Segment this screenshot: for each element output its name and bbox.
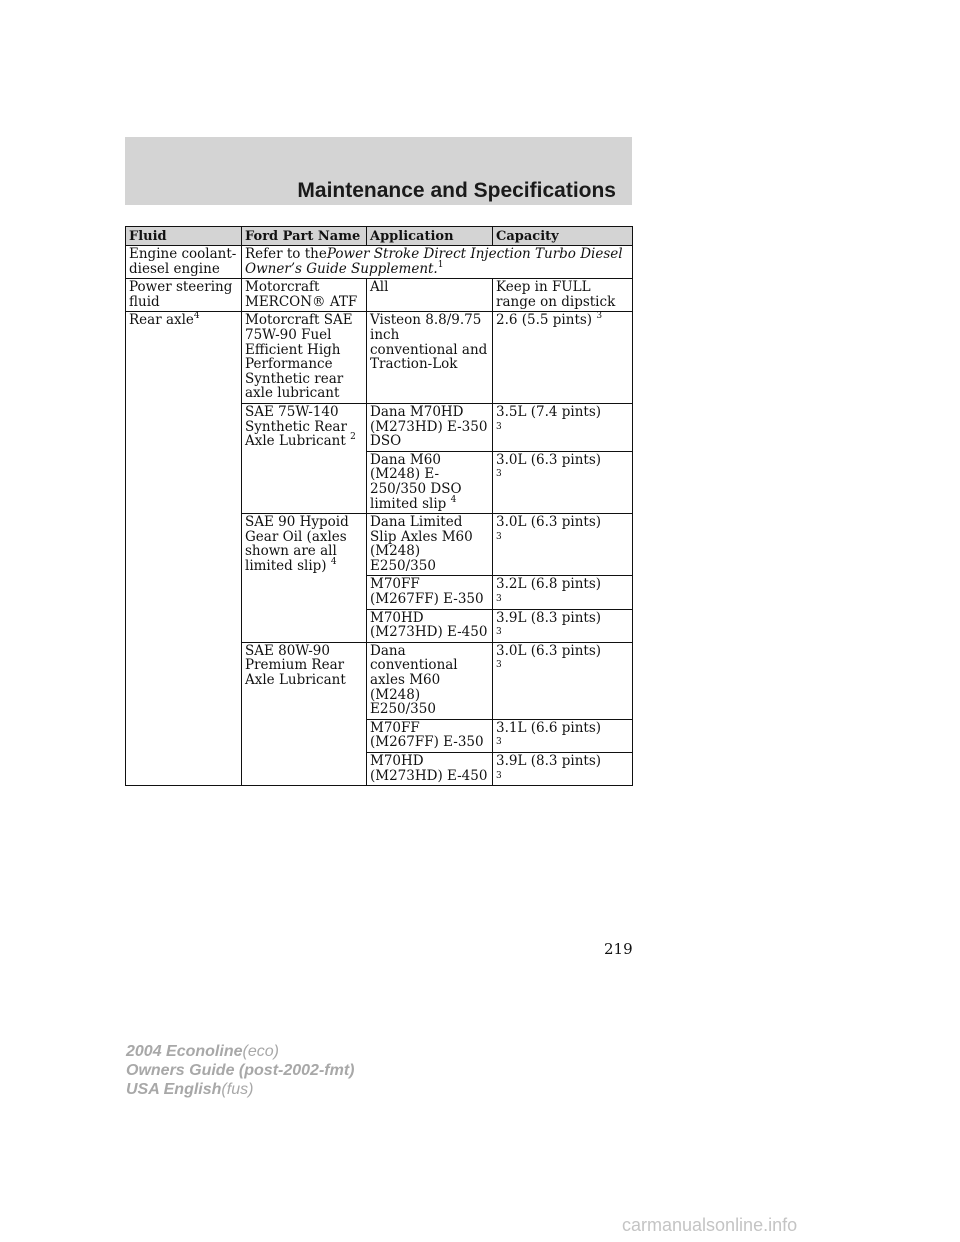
application-cell: M70FF (M267FF) E-350 <box>367 719 493 752</box>
footer-language-code: (fus) <box>221 1081 254 1098</box>
document-footer <box>126 1042 354 1099</box>
application-cell: Dana M60 (M248) E-250/350 DSO limited slip $^4$ <box>367 451 493 513</box>
footer-guide: Owners Guide (post-2002-fmt) <box>126 1062 355 1079</box>
footer-language: USA English <box>126 1081 222 1098</box>
capacity-cell: 3.0L (6.3 pints) 3 <box>493 514 633 576</box>
footnote-marker: 1 <box>437 259 444 270</box>
part-cell: SAE 75W-140 Synthetic Rear Axle Lubricant $^2$ <box>242 403 367 513</box>
section-header <box>125 137 632 205</box>
application-cell: Visteon 8.8/9.75 inch conventional and Traction-Lok <box>367 312 493 404</box>
footnote-marker: 3 <box>496 660 502 671</box>
fluid-cell: Power steering fluid <box>126 279 242 312</box>
table-row <box>126 246 633 279</box>
capacity-cell: 3.5L (7.4 pints) 3 <box>493 403 633 451</box>
footnote-marker: 3 <box>496 531 502 542</box>
footnote-marker: 3 <box>496 469 502 480</box>
footnote-marker: 3 <box>496 737 502 748</box>
fluid-cell: Rear axle$^4$ <box>126 312 242 786</box>
footnote-marker: 3 <box>496 627 502 638</box>
footnote-marker: 3 <box>596 311 603 322</box>
capacity-cell: 3.0L (6.3 pints) 3 <box>493 451 633 513</box>
part-cell: SAE 80W-90 Premium Rear Axle Lubricant <box>242 642 367 785</box>
page-number: 219 <box>604 940 633 958</box>
reference-cell <box>242 246 633 279</box>
table-row <box>126 312 633 404</box>
application-cell: M70FF (M267FF) E-350 <box>367 576 493 609</box>
part-cell: SAE 90 Hypoid Gear Oil (axles shown are all limited slip) $^4$ <box>242 514 367 643</box>
capacity-cell: 3.9L (8.3 pints) 3 <box>493 609 633 642</box>
fluid-spec-table <box>125 226 633 786</box>
capacity-cell: 2.6 (5.5 pints) $^3$ <box>493 312 633 404</box>
footnote-marker: 3 <box>496 770 502 781</box>
watermark: carmanualsonline.info <box>622 1215 798 1235</box>
application-cell: M70HD (M273HD) E-450 <box>367 753 493 786</box>
footnote-marker: 4 <box>193 311 200 322</box>
footnote-marker: 4 <box>330 556 337 567</box>
table-header-row <box>126 227 633 246</box>
footnote-marker: 2 <box>350 432 356 443</box>
fluid-cell: Engine coolant-diesel engine <box>126 246 242 279</box>
table-row <box>126 279 633 312</box>
capacity-cell: 3.1L (6.6 pints) 3 <box>493 719 633 752</box>
section-title: Maintenance and Specifications <box>297 179 616 202</box>
application-cell: Dana Limited Slip Axles M60 (M248) E250/350 <box>367 514 493 576</box>
reference-title: Power Stroke Direct Injection Turbo Diesel Owner’s Guide Supplement. <box>245 246 623 277</box>
capacity-cell: 3.2L (6.8 pints) 3 <box>493 576 633 609</box>
footnote-marker: 3 <box>496 421 502 432</box>
part-cell: Motorcraft MERCON® ATF <box>242 279 367 312</box>
header-fluid: Fluid <box>126 227 242 246</box>
application-cell: Dana M70HD (M273HD) E-350 DSO <box>367 403 493 451</box>
header-application: Application <box>367 227 493 246</box>
capacity-cell: 3.0L (6.3 pints) 3 <box>493 642 633 719</box>
part-cell: Motorcraft SAE 75W-90 Fuel Efficient High Performance Synthetic rear axle lubricant <box>242 312 367 404</box>
footnote-marker: 4 <box>450 494 457 505</box>
application-cell: M70HD (M273HD) E-450 <box>367 609 493 642</box>
application-cell: Dana conventional axles M60 (M248) E250/350 <box>367 642 493 719</box>
header-capacity: Capacity <box>493 227 633 246</box>
footer-model-code: (eco) <box>242 1043 279 1060</box>
capacity-cell: 3.9L (8.3 pints) 3 <box>493 753 633 786</box>
header-part-name: Ford Part Name <box>242 227 367 246</box>
footnote-marker: 3 <box>496 594 502 605</box>
footer-model: 2004 Econoline <box>126 1043 243 1060</box>
reference-prefix: Refer to the <box>245 246 327 262</box>
capacity-cell: Keep in FULL range on dipstick <box>493 279 633 312</box>
application-cell: All <box>367 279 493 312</box>
